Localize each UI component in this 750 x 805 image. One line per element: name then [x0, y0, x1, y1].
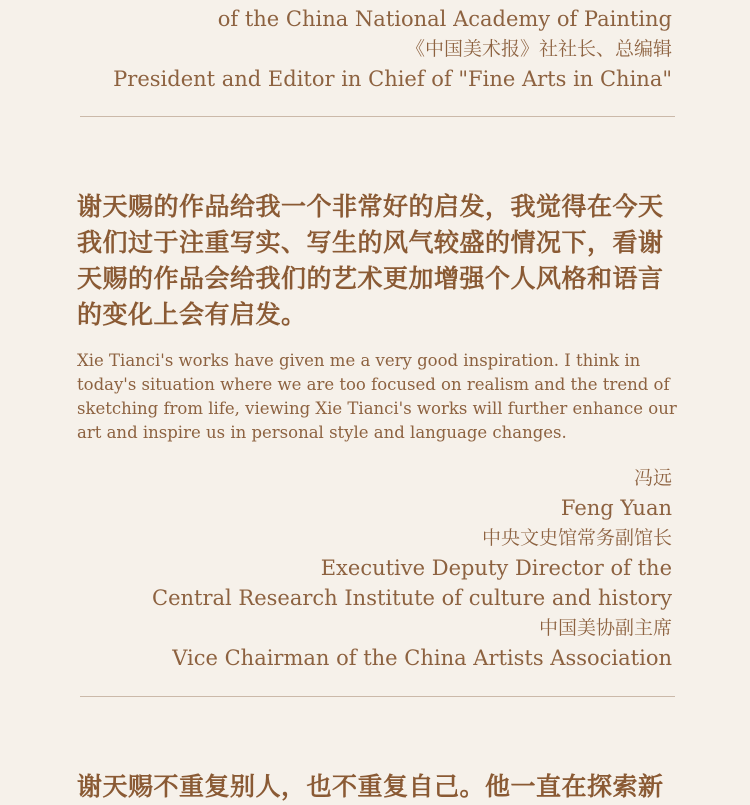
attribution-name-zh: 冯远: [633, 467, 672, 489]
previous-attribution: [113, 4, 672, 94]
quote-chinese-text: 谢天赐的作品给我一个非常好的启发，我觉得在今天我们过于注重写实、写生的风气较盛的情况下，看谢天赐的作品会给我们的艺术更加增强个人风格和语言的变化上会有启发。: [77, 192, 664, 329]
attribution-title1-zh: 中央文史馆常务副馆长: [481, 527, 672, 549]
section-divider: [80, 696, 675, 697]
attribution-title2-en: Vice Chairman of the China Artists Association: [172, 646, 672, 670]
attribution-title1-en-line1: Executive Deputy Director of the: [320, 556, 672, 580]
next-quote-chinese-text: 谢天赐不重复别人，也不重复自己。他一直在探索新: [77, 772, 664, 801]
section-divider: [80, 116, 675, 117]
previous-attribution-role-en: President and Editor in Chief of "Fine Arts in China": [113, 67, 672, 91]
quote-attribution: [152, 463, 672, 673]
attribution-title2-zh: 中国美协副主席: [538, 617, 672, 639]
previous-attribution-title-zh: 《中国美术报》社社长、总编辑: [405, 38, 672, 60]
previous-attribution-title-en: of the China National Academy of Painting: [217, 7, 672, 31]
attribution-title1-en-line2: Central Research Institute of culture and history: [152, 586, 672, 610]
attribution-name-en: Feng Yuan: [560, 496, 672, 520]
quote-english-text: Xie Tianci's works have given me a very good inspiration. I think in today's situation where we are too focused on realism and the trend of sketching from life, viewing Xie Tianci's works will further enhance our art and inspire us in personal style and language changes.: [77, 351, 677, 442]
